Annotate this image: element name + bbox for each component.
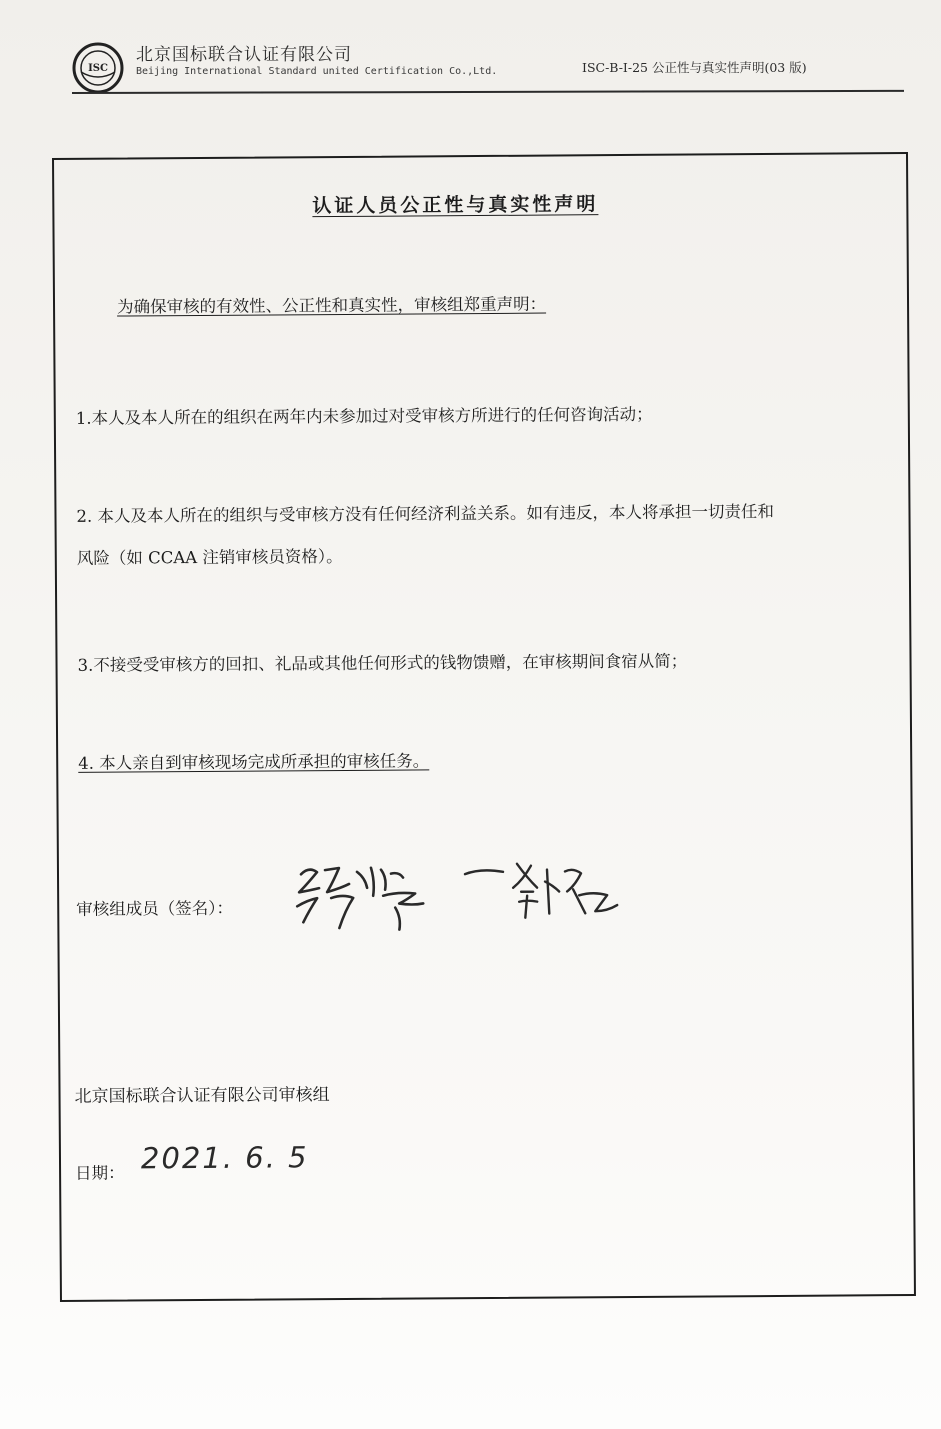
company-name-cn: 北京国标联合认证有限公司: [136, 45, 352, 65]
form-title: 认证人员公正性与真实性声明: [312, 193, 599, 218]
logo-text: ISC: [88, 63, 108, 74]
date-value: 2021. 6. 5: [140, 1140, 309, 1176]
declaration-form: [52, 152, 916, 1302]
declaration-item-2: 2. 本人及本人所在的组织与受审核方没有任何经济利益关系。如有违反，本人将承担一切责任和: [76, 501, 775, 526]
declaration-item-3: 3.不接受受审核方的回扣、礼品或其他任何形式的钱物馈赠，在审核期间食宿从简；: [77, 651, 688, 675]
signature-2: [461, 851, 622, 932]
audit-team-org: 北京国标联合认证有限公司审核组: [74, 1085, 330, 1107]
signature-1: [287, 847, 438, 938]
company-name-en: Beijing International Standard united Certification Co.,Ltd.: [136, 66, 498, 77]
date-label: 日期：: [75, 1163, 125, 1183]
declaration-item-4: 4. 本人亲自到审核现场完成所承担的审核任务。: [78, 751, 430, 773]
signer-label: 审核组成员（签名）：: [76, 898, 234, 919]
declaration-item-1: 1.本人及本人所在的组织在两年内未参加过对受审核方所进行的任何咨询活动；: [75, 404, 653, 428]
document-code: ISC-B-I-25 公正性与真实性声明(03 版): [582, 60, 807, 75]
declaration-item-2-continued: 风险（如 CCAA 注销审核员资格）。: [76, 546, 343, 568]
intro-statement: 为确保审核的有效性、公正性和真实性，审核组郑重声明：: [116, 294, 547, 317]
company-logo: [72, 42, 124, 94]
